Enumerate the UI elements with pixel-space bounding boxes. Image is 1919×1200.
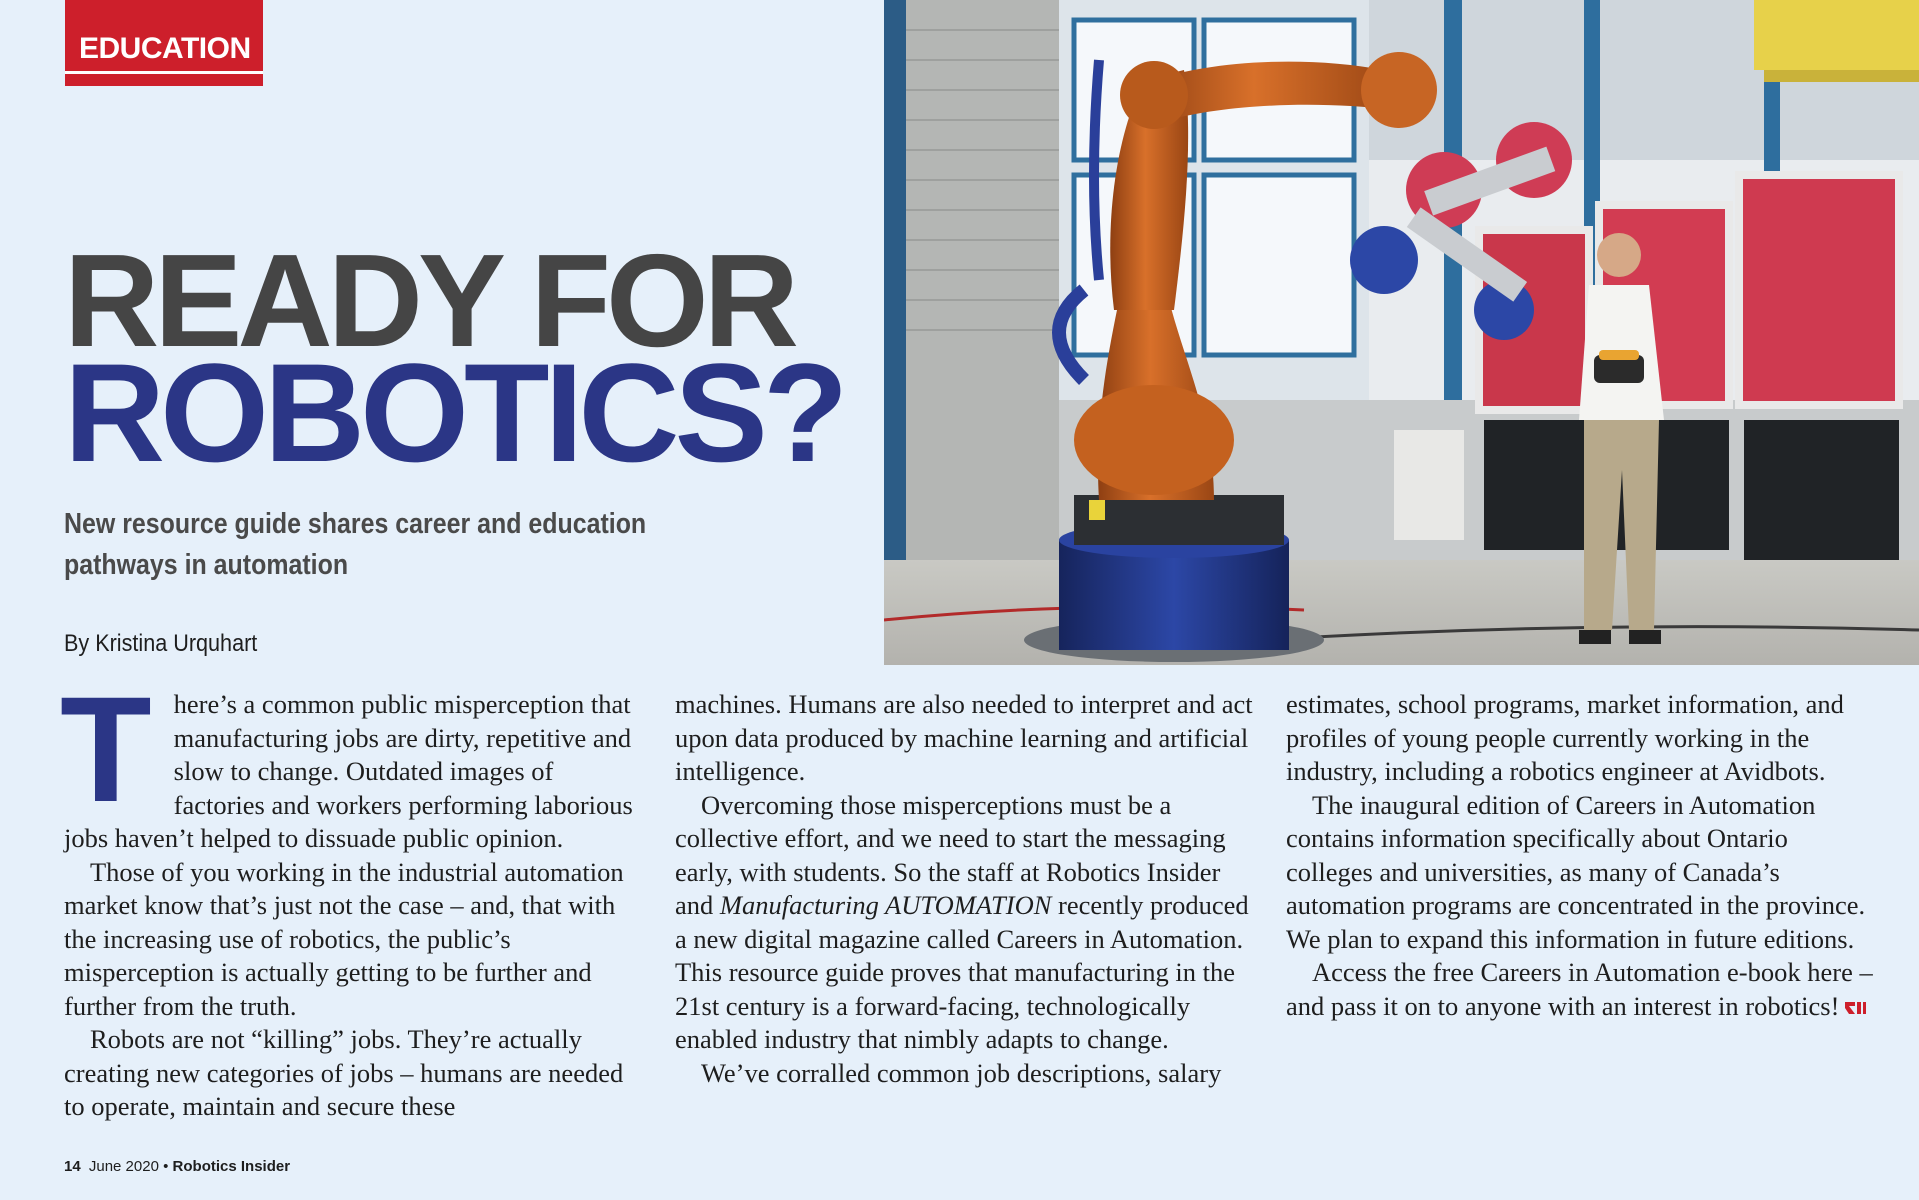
drop-cap: T xyxy=(60,665,152,833)
paragraph-text: Overcoming those misperceptions must be a collective effort, and we need to start the messaging early, with students. So the staff at Robotics Insider and xyxy=(675,789,1226,920)
robot-arm-photo xyxy=(884,0,1919,665)
article-paragraph xyxy=(1286,956,1876,1023)
headline xyxy=(64,227,844,491)
article-column-3 xyxy=(1286,688,1876,1023)
section-tag xyxy=(65,0,263,86)
paragraph-text: Access the free Careers in Automation e-book here – and pass it on to anyone with an interest in robotics! xyxy=(1286,957,1873,1021)
article-paragraph: machines. Humans are also needed to interpret and act upon data produced by machine learning and artificial intelligence. xyxy=(675,689,1253,786)
paragraph-text: recently produced a new digital magazine called Careers in Automation. This resource guide proves that manufacturing in the 21st century is a forward-facing, technologically enabled industry that nimbly adapts to change. xyxy=(675,890,1249,1054)
page-footer xyxy=(64,1158,290,1175)
byline: By Kristina Urquhart xyxy=(64,630,258,657)
article-column-2 xyxy=(675,688,1265,1090)
ri-end-mark-icon xyxy=(1843,1000,1867,1016)
article-paragraph xyxy=(675,789,1265,1057)
section-tag-label: EDUCATION xyxy=(79,32,251,65)
issue-date: June 2020 xyxy=(88,1158,159,1175)
publication-name: Robotics Insider xyxy=(172,1158,291,1175)
article-paragraph: estimates, school programs, market information, and profiles of young people currently working in the industry, including a robotics engineer at Avidbots. xyxy=(1286,689,1844,786)
page-number: 14 xyxy=(64,1158,81,1175)
subheadline: New resource guide shares career and education pathways in automation xyxy=(64,508,647,581)
article-paragraph: Those of you working in the industrial automation market know that’s just not the case – and, that with the increasing use of robotics, the public’s misperception is actually getting to be further and further from the truth. xyxy=(64,856,624,1021)
article-paragraph: Robots are not “killing” jobs. They’re actually creating new categories of jobs – humans are needed to operate, maintain and secure these xyxy=(64,1024,624,1121)
footer-separator: • xyxy=(163,1158,169,1175)
article-column-1 xyxy=(60,665,649,1124)
article-paragraph: The inaugural edition of Careers in Automation contains information specifically about Ontario colleges and universities, as many of Canada’s automation programs are concentrated in the province. We plan to expand this information in future editions. xyxy=(1286,789,1866,954)
paragraph-text: here’s a common public misperception that manufacturing jobs are dirty, repetitive and slow to change. Outdated images of factories and workers performing laborious jobs haven’t helped to dissuade public opinion. xyxy=(64,689,633,853)
article-paragraph xyxy=(60,665,649,856)
headline-line-1: READY FOR xyxy=(64,227,794,374)
article-paragraph: We’ve corralled common job descriptions, salary xyxy=(701,1057,1222,1088)
magazine-title: Manufacturing AUTOMATION xyxy=(719,890,1052,920)
headline-line-2: ROBOTICS? xyxy=(64,334,844,491)
